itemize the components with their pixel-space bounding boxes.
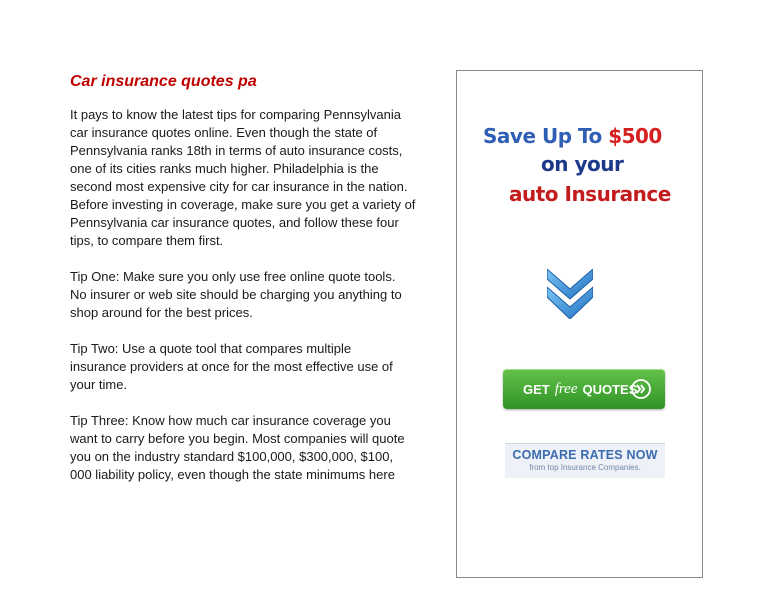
ad-headline-line3: auto Insurance (509, 182, 671, 206)
article-title: Car insurance quotes pa (70, 73, 257, 90)
ad-panel (456, 70, 703, 578)
quotes-button-free: free (554, 380, 578, 397)
compare-rates-label: COMPARE RATES NOW (512, 448, 658, 462)
ad-headline-line2: on your (541, 152, 624, 176)
quotes-button-quotes: QUOTES (582, 381, 638, 397)
chevron-right-circle-icon (631, 379, 651, 399)
article-paragraph-tip-two: Tip Two: Use a quote tool that compares multiple insurance providers at once for the most effective use of your time. (70, 341, 393, 392)
double-chevron-down-icon (547, 269, 593, 319)
quotes-button-get: GET (523, 381, 550, 397)
get-free-quotes-button[interactable] (503, 369, 665, 409)
article-paragraph-intro: It pays to know the latest tips for comparing Pennsylvania car insurance quotes online. Even though the state of Pennsylvania ranks 18th in terms of auto insurance costs, one of its cities ranks much higher. Philadelphia is the second most expensive city for car insurance in the nation. Before investing in coverage, make sure you get a variety of Pennsylvania car insurance quotes, and follow these four tips, to compare them first. (70, 107, 416, 248)
ad-headline-amount: $500 (608, 124, 662, 148)
ad-headline-line1 (483, 121, 662, 151)
compare-rates-sublabel: from top Insurance Companies. (529, 463, 641, 472)
article-paragraph-tip-three: Tip Three: Know how much car insurance coverage you want to carry before you begin. Most companies will quote you on the industry standard $100,000, $300,000, $100, 000 liability policy, even though the state minimums here (70, 413, 405, 482)
ad-headline-save-text: Save Up To (483, 124, 609, 148)
article (70, 72, 450, 502)
compare-rates-link[interactable] (505, 443, 665, 478)
article-paragraph-tip-one: Tip One: Make sure you only use free online quote tools. No insurer or web site should be charging you anything to shop around for the best prices. (70, 269, 402, 320)
